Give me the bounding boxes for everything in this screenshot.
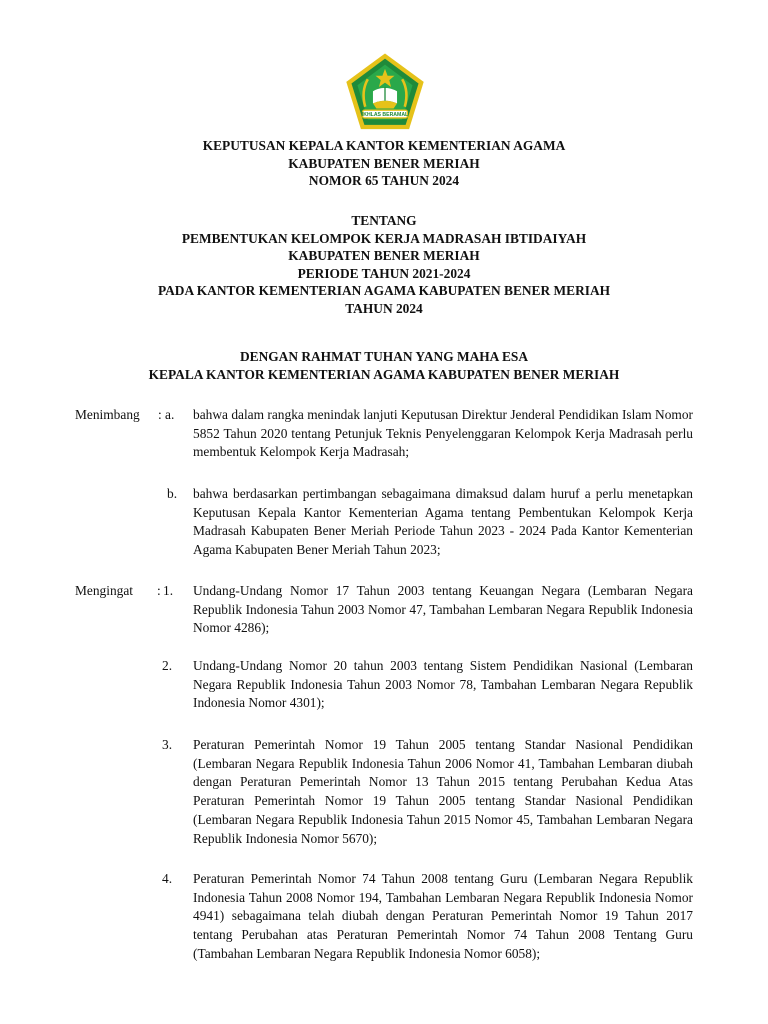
menimbang-item-a: bahwa dalam rangka menindak lanjuti Keputusan Direktur Jenderal Pendidikan Islam Nomor 5852 Tahun 2020 tentang Petunjuk Teknis Penyelenggaran Kelompok Kerja Madrasah perlu membentuk Kelompok Kerja Madrasah; <box>193 407 693 460</box>
mengingat-item-3: Peraturan Pemerintah Nomor 19 Tahun 2005 tentang Standar Nasional Pendidikan (Lembaran Negara Republik Indonesia Tahun 2006 Nomor 41, Tambahan Lembaran diubah dengan Peraturan Pemerintah Nomor 13 Tahun 2015 tentang Perubahan Kedua Atas Peraturan Pemerintah Nomor 19 Tahun 2005 tentang Standar Nasional Pendidikan (Lembaran Negara Republik Indonesia Tahun 2015 Nomor 45, Tambahan Lembaran Negara Republik Indonesia Nomor 5670); <box>193 737 693 846</box>
item-marker: a. <box>165 407 175 422</box>
logo-ribbon-text: IKHLAS BERAMAL <box>361 112 409 119</box>
menimbang-item-b: bahwa berdasarkan pertimbangan sebagaimana dimaksud dalam huruf a perlu menetapkan Keputusan Kepala Kantor Kementerian Agama tentang Pembentukan Kelompok Kerja Madrasah Kabupaten Bener Meriah Periode Tahun 2023 - 2024 Pada Kantor Kementerian Agama Kabupaten Bener Meriah Tahun 2023; <box>193 486 693 558</box>
menimbang-colon: : <box>158 407 162 422</box>
item-marker: b. <box>167 486 178 501</box>
item-marker: 2. <box>162 658 173 673</box>
mengingat-colon: : <box>157 583 161 598</box>
item-marker: 4. <box>162 871 173 886</box>
decree-subject: TENTANG PEMBENTUKAN KELOMPOK KERJA MADRASAH IBTIDAIYAH KABUPATEN BENER MERIAH PERIODE TAHUN 2021-2024 PADA KANTOR KEMENTERIAN AGAMA KABUPATEN BENER MERIAH TAHUN 2024 <box>157 213 611 316</box>
mengingat-item-2: Undang-Undang Nomor 20 tahun 2003 tentang Sistem Pendidikan Nasional (Lembaran Negara Republik Indonesia Tahun 2003 Nomor 78, Tambahan Lembaran Negara Republik Indonesia Nomor 4301); <box>193 658 693 711</box>
decree-preamble: DENGAN RAHMAT TUHAN YANG MAHA ESA KEPALA KANTOR KEMENTERIAN AGAMA KABUPATEN BENER MERIAH <box>148 349 620 382</box>
decree-title: KEPUTUSAN KEPALA KANTOR KEMENTERIAN AGAMA KABUPATEN BENER MERIAH NOMOR 65 TAHUN 2024 <box>202 138 566 188</box>
kementerian-agama-logo <box>342 50 428 136</box>
item-marker: 3. <box>162 737 173 752</box>
mengingat-item-4: Peraturan Pemerintah Nomor 74 Tahun 2008 tentang Guru (Lembaran Negara Republik Indonesia Tahun 2008 Nomor 194, Tambahan Lembaran Negara Republik Indonesia Nomor 4941) sebagaimana telah diubah dengan Peraturan Pemerintah Nomor 19 Tahun 2017 tentang Perubahan atas Peraturan Pemerintah Nomor 74 Tahun 2008 Tentang Guru (Tambahan Lembaran Negara Republik Indonesia Nomor 6058); <box>193 871 693 961</box>
item-marker: 1. <box>163 583 174 598</box>
mengingat-item-1: Undang-Undang Nomor 17 Tahun 2003 tentang Keuangan Negara (Lembaran Negara Republik Indonesia Tahun 2003 Nomor 47, Tambahan Lembaran Negara Republik Indonesia Nomor 4286); <box>193 583 693 636</box>
mengingat-label: Mengingat <box>75 583 134 598</box>
menimbang-label: Menimbang <box>75 407 140 422</box>
